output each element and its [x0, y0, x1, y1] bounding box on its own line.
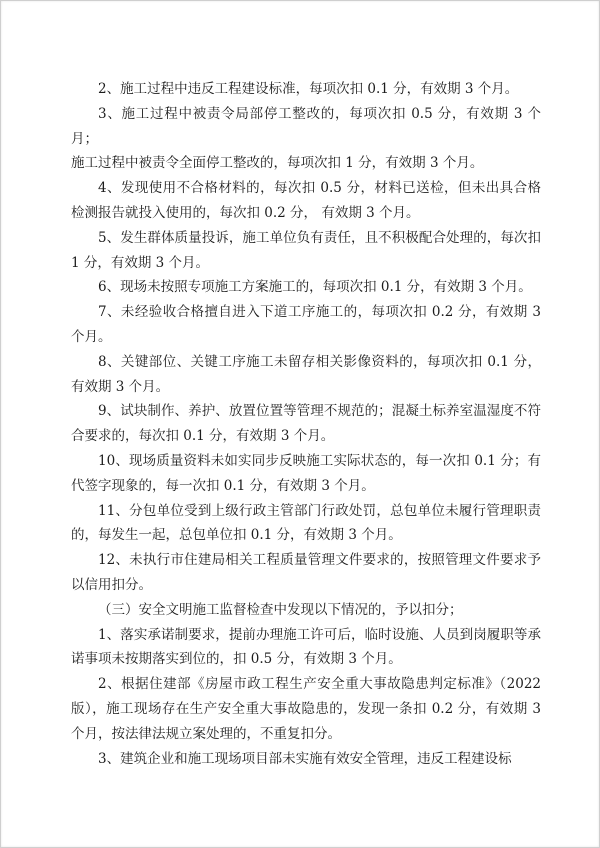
paragraph: 2、根据住建部《房屋市政工程生产安全重大事故隐患判定标准》（2022 版），施工现场存在生产安全重大事故隐患的，发现一条扣 0.2 分，有效期 3 个月，按法律法规立案处理的，不重复扣分。	[71, 676, 541, 742]
paragraph: 12、未执行市住建局相关工程质量管理文件要求的，按照管理文件要求予以信用扣分。	[71, 552, 541, 593]
paragraph: 5、发生群体质量投诉，施工单位负有责任，且不积极配合处理的，每次扣 1 分，有效期 3 个月。	[71, 229, 541, 271]
paragraph: 10、现场质量资料未如实同步反映施工实际状态的，每一次扣 0.1 分；有代签字现象的，每一次扣 0.1 分，有效期 3 个月。	[71, 452, 541, 494]
paragraph: 3、施工过程中被责令局部停工整改的，每项次扣 0.5 分，有效期 3 个月；	[71, 105, 541, 147]
paragraph: 8、关键部位、关键工序施工未留存相关影像资料的，每项次扣 0.1 分，有效期 3 个月。	[71, 353, 541, 395]
paragraph: 11、分包单位受到上级行政主管部门行政处罚，总包单位未履行管理职责的，每发生一起，总包单位扣 0.1 分，有效期 3 个月。	[71, 502, 541, 544]
paragraph: 7、未经验收合格擅自进入下道工序施工的，每项次扣 0.2 分，有效期 3 个月。	[71, 304, 541, 345]
paragraph: 2、施工过程中违反工程建设标准，每项次扣 0.1 分，有效期 3 个月。	[98, 81, 519, 97]
paragraph: 1、落实承诺制要求，提前办理施工许可后，临时设施、人员到岗履职等承诺事项未按期落实到位的，扣 0.5 分，有效期 3 个月。	[71, 626, 541, 668]
paragraph: 6、现场未按照专项施工方案施工的，每项次扣 0.1 分，有效期 3 个月。	[98, 279, 532, 296]
paragraph: 3、建筑企业和施工现场项目部未实施有效安全管理，违反工程建设标	[98, 750, 512, 767]
paragraph: 4、发现使用不合格材料的，每次扣 0.5 分，材料已送检，但未出具合格检测报告就投入使用的，每次扣 0.2 分， 有效期 3 个月。	[71, 180, 541, 221]
paragraph: 9、试块制作、养护、放置位置等管理不规范的；混凝土标养室温湿度不符合要求的，每次扣 0.1 分，有效期 3 个月。	[71, 403, 541, 445]
paragraph: 施工过程中被责令全面停工整改的，每项次扣 1 分，有效期 3 个月。	[71, 155, 484, 172]
section-heading: （三）安全文明施工监督检查中发现以下情况的，予以扣分；	[98, 601, 463, 618]
document-body	[71, 77, 541, 771]
